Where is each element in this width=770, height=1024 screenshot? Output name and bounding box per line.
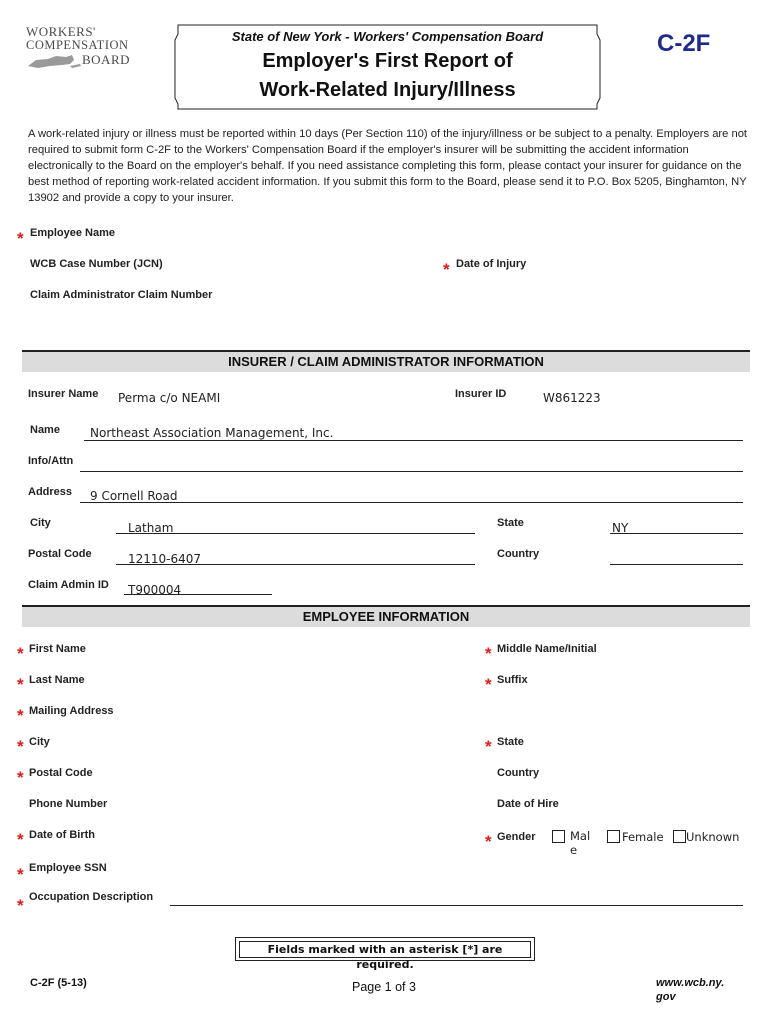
employee-postal-code-label: Postal Code xyxy=(29,767,93,779)
employee-country-label: Country xyxy=(497,767,540,779)
country-label: Country xyxy=(497,548,540,560)
city-field[interactable]: Latham xyxy=(128,521,174,535)
info-attn-underline xyxy=(80,471,743,472)
header-title-line1: Employer's First Report of xyxy=(262,50,513,72)
required-star: * xyxy=(17,675,24,694)
required-fields-notice xyxy=(235,937,535,971)
address-underline xyxy=(80,502,743,503)
required-star: * xyxy=(485,737,492,756)
postal-code-field[interactable]: 12110-6407 xyxy=(128,552,202,566)
claim-admin-id-label: Claim Admin ID xyxy=(28,579,109,591)
name-field[interactable]: Northeast Association Management, Inc. xyxy=(90,426,334,440)
ny-state-map-icon xyxy=(26,54,82,70)
logo-line2: COMPENSATION xyxy=(26,38,129,52)
gender-unknown-label: Unknown xyxy=(686,830,740,844)
last-name-label: Last Name xyxy=(29,674,85,686)
form-version: C-2F (5-13) xyxy=(30,977,87,989)
occupation-underline xyxy=(170,905,743,906)
claim-admin-id-underline xyxy=(124,594,272,595)
employee-city-label: City xyxy=(29,736,50,748)
wcb-logo xyxy=(24,24,134,72)
city-label: City xyxy=(30,517,51,529)
country-underline xyxy=(610,564,743,565)
name-underline xyxy=(84,440,743,441)
address-label: Address xyxy=(28,486,73,498)
website-url-line2[interactable]: gov xyxy=(656,991,676,1003)
postal-code-label: Postal Code xyxy=(28,548,92,560)
gender-female-label: Female xyxy=(622,830,664,844)
required-star: * xyxy=(17,830,24,849)
required-star: * xyxy=(17,896,24,915)
form-header xyxy=(174,24,601,110)
city-underline xyxy=(116,533,475,534)
required-star: * xyxy=(485,832,492,851)
state-field[interactable]: NY xyxy=(612,521,629,535)
required-star: * xyxy=(485,675,492,694)
claim-admin-claim-number-label: Claim Administrator Claim Number xyxy=(30,289,213,301)
first-name-label: First Name xyxy=(29,643,86,655)
address-field[interactable]: 9 Cornell Road xyxy=(90,489,178,503)
phone-number-label: Phone Number xyxy=(29,798,108,810)
mailing-address-label: Mailing Address xyxy=(29,705,114,717)
gender-label: Gender xyxy=(497,831,536,843)
gender-male-checkbox[interactable] xyxy=(552,830,565,843)
suffix-label: Suffix xyxy=(497,674,528,686)
gender-female-checkbox[interactable] xyxy=(607,830,620,843)
info-attn-label: Info/Attn xyxy=(28,455,74,467)
form-id: C-2F xyxy=(657,30,711,57)
required-star: * xyxy=(17,865,24,884)
employee-ssn-label: Employee SSN xyxy=(29,862,107,874)
gender-unknown-checkbox[interactable] xyxy=(673,830,686,843)
name-label: Name xyxy=(30,424,60,436)
header-subtitle: State of New York - Workers' Compensation Board xyxy=(231,29,544,44)
required-star: * xyxy=(17,644,24,663)
logo-line1: WORKERS' xyxy=(26,24,96,39)
insurer-id-field[interactable]: W861223 xyxy=(543,391,601,405)
date-of-hire-label: Date of Hire xyxy=(497,798,559,810)
required-star: * xyxy=(443,260,450,279)
state-label: State xyxy=(497,517,524,529)
middle-name-label: Middle Name/Initial xyxy=(497,643,597,655)
page-number: Page 1 of 3 xyxy=(352,980,416,994)
logo-line3: BOARD xyxy=(82,52,131,67)
required-star: * xyxy=(17,229,24,248)
required-star: * xyxy=(17,768,24,787)
claim-admin-id-field[interactable]: T900004 xyxy=(128,583,182,597)
date-of-injury-label: Date of Injury xyxy=(456,258,527,270)
insurer-name-field[interactable]: Perma c/o NEAMI xyxy=(118,391,221,405)
employee-state-label: State xyxy=(497,736,524,748)
employee-section-heading: EMPLOYEE INFORMATION xyxy=(22,605,750,627)
postal-code-underline xyxy=(116,564,475,565)
employee-name-label: Employee Name xyxy=(30,227,115,239)
gender-male-label-b: e xyxy=(570,843,578,857)
intro-paragraph: A work-related injury or illness must be reported within 10 days (Per Section 110) of the injury/illness or be subject to a penalty. Employers are not required to submit form C-2F to the Workers' Compensation Board if the employer's insurer will be submitting the accident information electronically to the Board on the employer's behalf. If you need assistance completing this form, please contact your insurer for guidance on the best method of reporting work-related accident information. If you submit this form to the Board, please send it to P.O. Box 5205, Binghamton, NY 13902 and provide a copy to your insurer. xyxy=(28,128,748,204)
insurer-id-label: Insurer ID xyxy=(455,388,507,400)
required-fields-notice-text: Fields marked with an asterisk [*] are required. xyxy=(239,941,531,958)
occupation-description-label: Occupation Description xyxy=(29,891,154,903)
insurer-section-heading: INSURER / CLAIM ADMINISTRATOR INFORMATION xyxy=(22,350,750,372)
required-star: * xyxy=(485,644,492,663)
required-star: * xyxy=(17,737,24,756)
state-underline xyxy=(610,533,743,534)
wcb-case-number-label: WCB Case Number (JCN) xyxy=(30,258,163,270)
website-url-line1[interactable]: www.wcb.ny. xyxy=(656,977,725,989)
insurer-name-label: Insurer Name xyxy=(28,388,99,400)
required-star: * xyxy=(17,706,24,725)
gender-male-label-a: Mal xyxy=(570,829,591,843)
header-title-line2: Work-Related Injury/Illness xyxy=(259,79,516,101)
date-of-birth-label: Date of Birth xyxy=(29,829,95,841)
